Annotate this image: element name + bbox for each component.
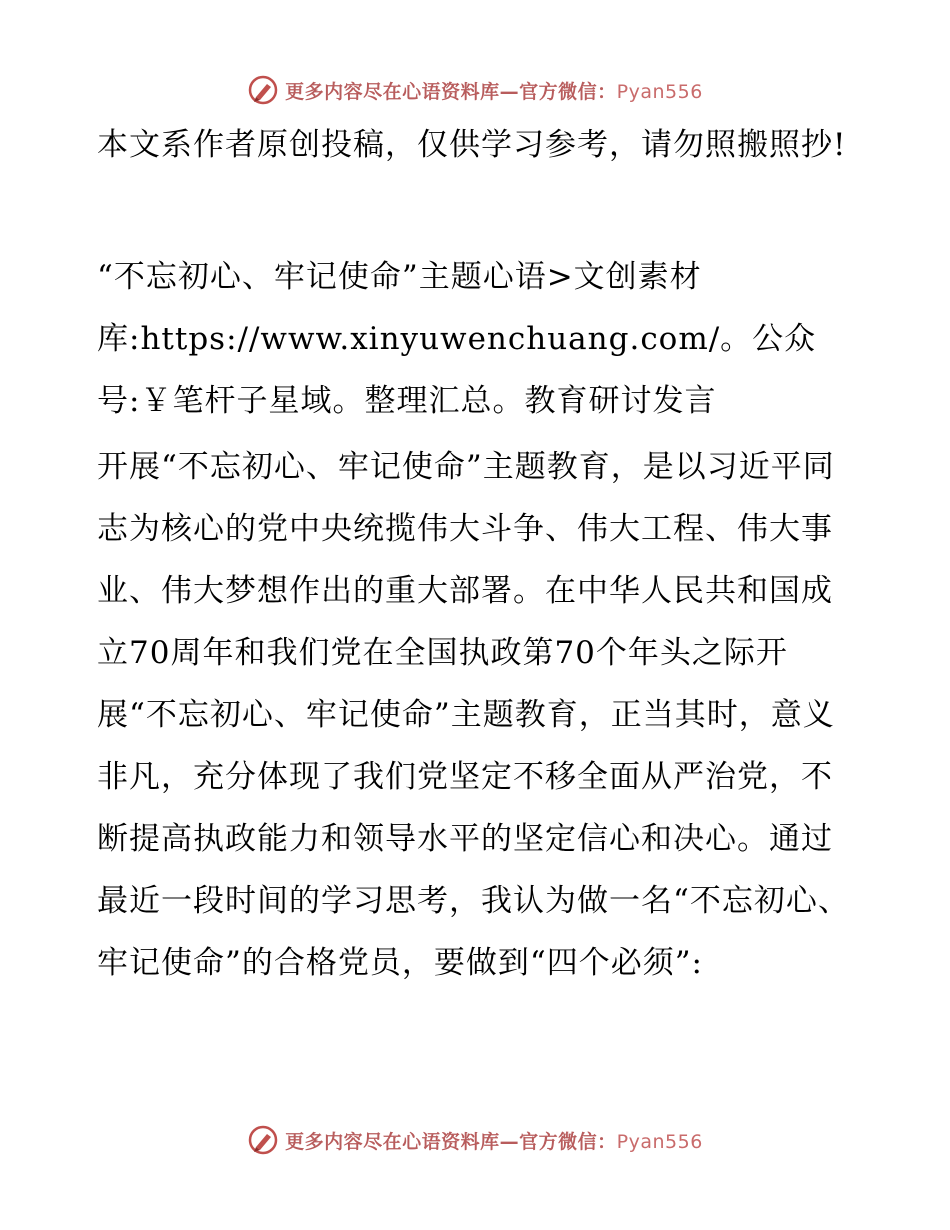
pen-nib-icon	[247, 1124, 279, 1156]
watermark-wechat-id: Pyan556	[616, 80, 703, 103]
paragraph-body: 开展“不忘初心、牢记使命”主题教育，是以习近平同志为核心的党中央统揽伟大斗争、伟大工程、伟大事业、伟大梦想作出的重大部署。在中华人民共和国成立70周年和我们党在全国执政第70个年头之际开展“不忘初心、牢记使命”主题教育，正当其时，意义非凡，充分体现了我们党坚定不移全面从严治党，不断提高执政能力和领导水平的坚定信心和决心。通过最近一段时间的学习思考，我认为做一名“不忘初心、牢记使命”的合格党员，要做到“四个必须”:	[97, 449, 850, 981]
watermark-label	[285, 1127, 703, 1154]
paragraph-source: “不忘初心、牢记使命”主题心语>文创素材库:https://www.xinyuwenchuang.com/。公众号:￥笔杆子星域。整理汇总。教育研讨发言	[97, 259, 817, 419]
watermark-text: 更多内容尽在心语资料库—官方微信：	[285, 1130, 617, 1153]
watermark-label	[285, 77, 703, 104]
watermark-text: 更多内容尽在心语资料库—官方微信：	[285, 80, 617, 103]
pen-nib-icon	[247, 74, 279, 106]
header-watermark	[0, 70, 950, 110]
paragraph-notice: 本文系作者原创投稿，仅供学习参考，请勿照搬照抄!	[97, 127, 847, 163]
watermark-wechat-id: Pyan556	[616, 1130, 703, 1153]
footer-watermark	[0, 1120, 950, 1160]
